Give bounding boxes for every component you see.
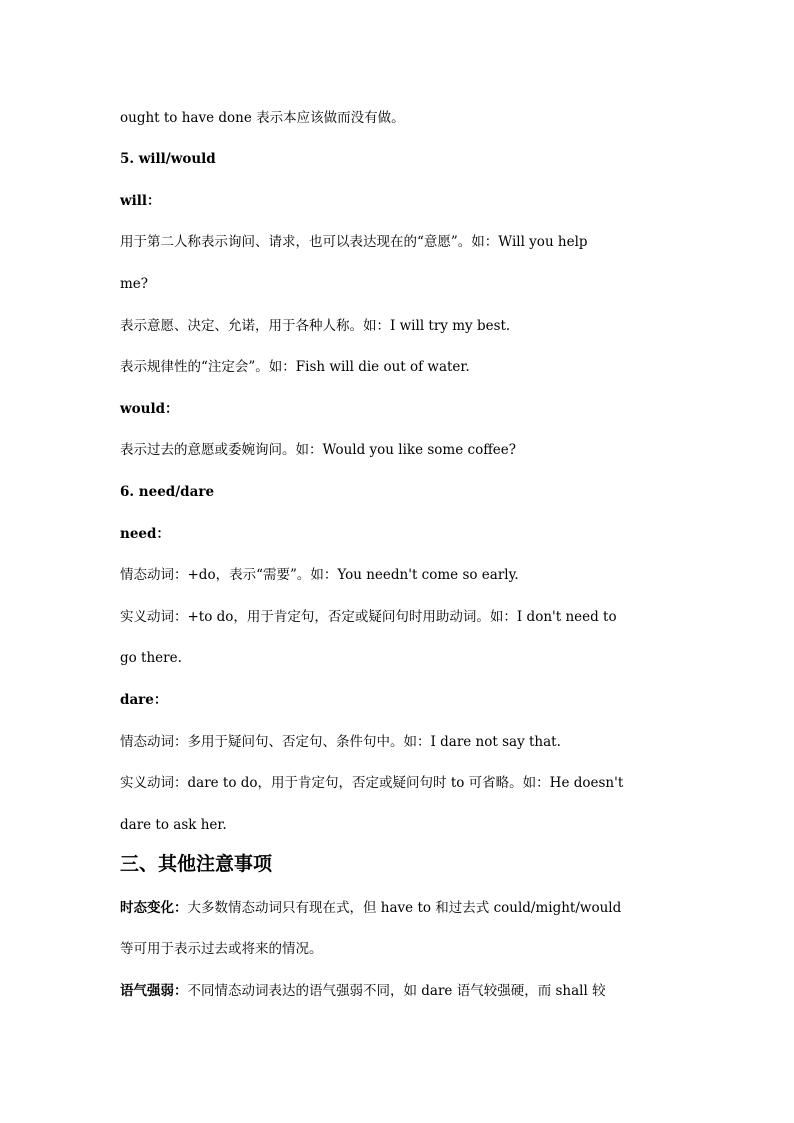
label-need: need： bbox=[120, 526, 170, 542]
text-line: dare to ask her. bbox=[120, 817, 227, 833]
text-line: ought to have done 表示本应该做而没有做。 bbox=[120, 110, 405, 126]
text-line bbox=[120, 983, 606, 999]
text-line: 用于第二人称表示询问、请求，也可以表达现在的“意愿”。如：Will you help bbox=[120, 234, 588, 250]
text-line bbox=[120, 900, 621, 916]
text-line: 等可用于表示过去或将来的情况。 bbox=[120, 941, 323, 957]
section-heading: 三、其他注意事项 bbox=[120, 853, 273, 875]
label-would: would： bbox=[120, 401, 179, 417]
text-line: 表示意愿、决定、允诺，用于各种人称。如：I will try my best. bbox=[120, 318, 511, 334]
term-label: 时态变化： bbox=[120, 900, 188, 916]
term-text: 不同情态动词表达的语气强弱不同，如 dare 语气较强硬，而 shall 较 bbox=[187, 983, 606, 999]
text-line: go there. bbox=[120, 650, 182, 666]
text-line: 实义动词：+to do，用于肯定句，否定或疑问句时用助动词。如：I don't need to bbox=[120, 609, 617, 625]
text-line: 实义动词：dare to do，用于肯定句，否定或疑问句时 to 可省略。如：He doesn't bbox=[120, 775, 624, 791]
text-line: 表示规律性的“注定会”。如：Fish will die out of water. bbox=[120, 359, 470, 375]
term-label: 语气强弱： bbox=[120, 983, 188, 999]
text-line: 表示过去的意愿或委婉询问。如：Would you like some coffee? bbox=[120, 442, 517, 458]
text-line: me? bbox=[120, 276, 149, 292]
subheading-need-dare: 6. need/dare bbox=[120, 484, 215, 500]
label-dare: dare： bbox=[120, 692, 168, 708]
term-text: 大多数情态动词只有现在式，但 have to 和过去式 could/might/would bbox=[187, 900, 622, 916]
text-line: 情态动词：+do，表示“需要”。如：You needn't come so early. bbox=[120, 567, 519, 583]
subheading-will-would: 5. will/would bbox=[120, 151, 216, 167]
text-line: 情态动词：多用于疑问句、否定句、条件句中。如：I dare not say that. bbox=[120, 734, 561, 750]
label-will: will： bbox=[120, 193, 161, 209]
